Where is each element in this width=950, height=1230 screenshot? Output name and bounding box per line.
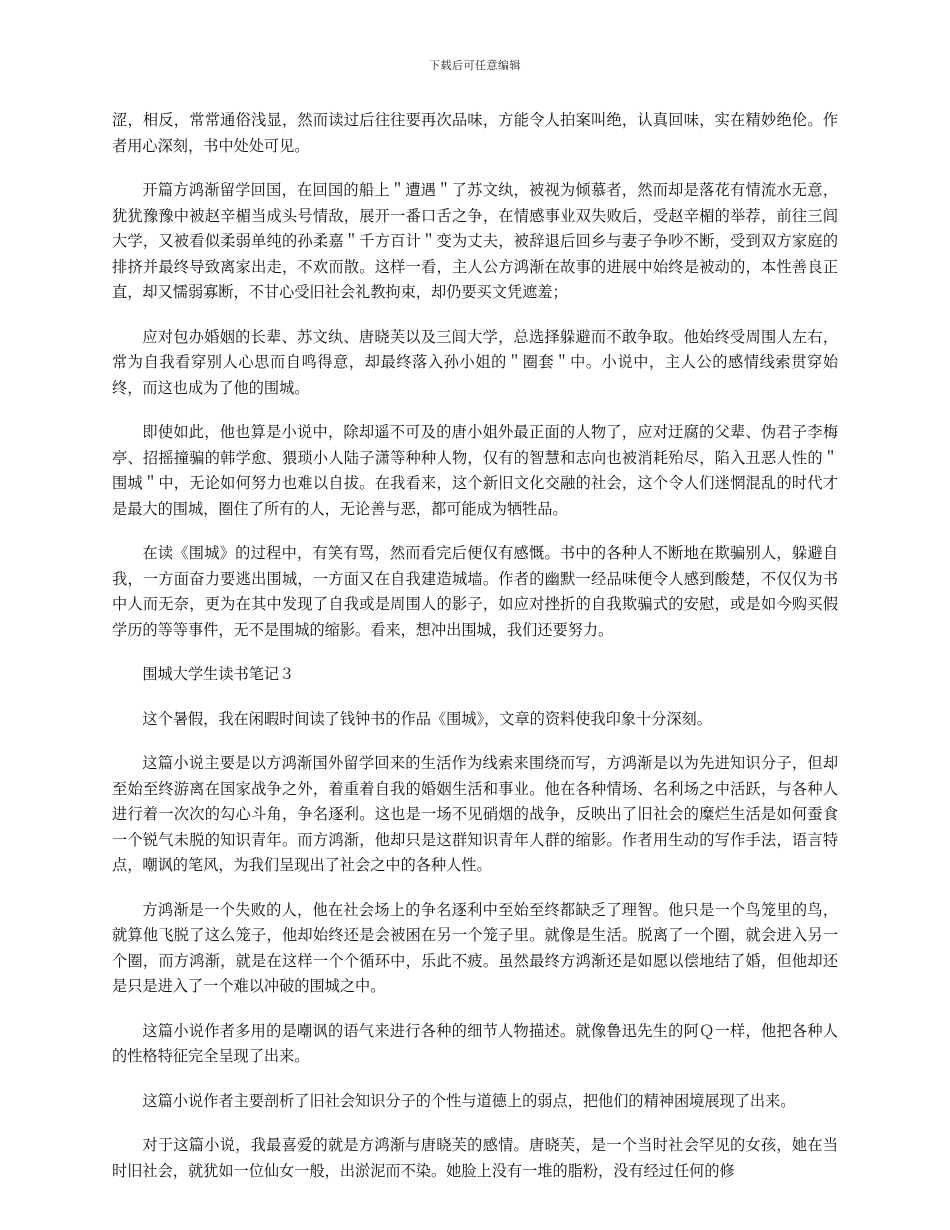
section-heading: 围城大学生读书笔记３ <box>142 665 295 683</box>
paragraph: 应对包办婚姻的长辈、苏文纨、唐晓芙以及三闾大学，总选择躲避而不敢争取。他始终受周围人左右，常为自我看穿别人心思而自鸣得意，却最终落入孙小姐的＂圈套＂中。小说中，主人公的感情线索贯穿始终，而这也成为了他的围城。 <box>112 327 838 397</box>
document-body <box>112 108 838 1203</box>
paragraph: 这篇小说作者多用的是嘲讽的语气来进行各种的细节人物描述。就像鲁迅先生的阿Ｑ一样，他把各种人的性格特征完全呈现了出来。 <box>112 1021 838 1065</box>
paragraph: 这个暑假，我在闲暇时间读了钱钟书的作品《围城》，文章的资料使我印象十分深刻。 <box>142 709 712 728</box>
paragraph: 涩，相反，常常通俗浅显，然而读过后往往要再次品味，方能令人拍案叫绝，认真回味，实在精妙绝伦。作者用心深刻，书中处处可见。 <box>112 111 838 155</box>
paragraph: 方鸿渐是一个失败的人，他在社会场上的争名逐利中至始至终都缺乏了理智。他只是一个鸟笼里的鸟，就算他飞脱了这么笼子，他却始终还是会被困在另一个笼子里。就像是生活。脱离了一个圈，就会进入另一个圈，而方鸿渐，就是在这样一个个循环中，乐此不疲。虽然最终方鸿渐还是如愿以偿地结了婚，但他却还是只是进入了一个难以冲破的围城之中。 <box>112 900 838 995</box>
page-header: 下载后可任意编辑 <box>429 59 521 72</box>
paragraph: 开篇方鸿渐留学回国，在回国的船上＂遭遇＂了苏文纨，被视为倾慕者，然而却是落花有情流水无意，犹犹豫豫中被赵辛楣当成头号情敌，展开一番口舌之争，在情感事业双失败后，受赵辛楣的举荐，前往三闾大学，又被看似柔弱单纯的孙柔嘉＂千方百计＂变为丈夫，被辞退后回乡与妻子争吵不断，受到双方家庭的排挤并最终导致离家出走，不欢而散。这样一看，主人公方鸿渐在故事的进展中始终是被动的，本性善良正直，却又懦弱寡断，不甘心受旧社会礼教拘束，却仍要买文凭遮羞； <box>112 181 838 301</box>
paragraph: 在读《围城》的过程中，有笑有骂，然而看完后便仅有感慨。书中的各种人不断地在欺骗别人，躲避自我，一方面奋力要逃出围城，一方面又在自我建造城墙。作者的幽默一经品味便令人感到酸楚，不仅仅为书中人而无奈，更为在其中发现了自我或是周围人的影子，如应对挫折的自我欺骗式的安慰，或是如今购买假学历的等等事件，无不是围城的缩影。看来，想冲出围城，我们还要努力。 <box>112 544 838 639</box>
paragraph: 这篇小说主要是以方鸿渐国外留学回来的生活作为线索来围绕而写，方鸿渐是以为先进知识分子，但却至始至终游离在国家战争之外，着重着自我的婚姻生活和事业。他在各种情场、名利场之中活跃，与各种人进行着一次次的勾心斗角，争名逐利。这也是一场不见硝烟的战争，反映出了旧社会的糜烂生活是如何蚕食一个锐气未脱的知识青年。而方鸿渐，他却只是这群知识青年人群的缩影。作者用生动的写作手法，语言特点，嘲讽的笔风，为我们呈现出了社会之中的各种人性。 <box>112 754 838 874</box>
paragraph: 这篇小说作者主要剖析了旧社会知识分子的个性与道德上的弱点，把他们的精神困境展现了出来。 <box>142 1091 796 1110</box>
paragraph: 对于这篇小说，我最喜爱的就是方鸿渐与唐晓芙的感情。唐晓芙，是一个当时社会罕见的女孩，她在当时旧社会，就犹如一位仙女一般，出淤泥而不染。她脸上没有一堆的脂粉，没有经过任何的修 <box>112 1136 838 1180</box>
paragraph: 即使如此，他也算是小说中，除却遥不可及的唐小姐外最正面的人物了，应对迂腐的父辈、伪君子李梅亭、招摇撞骗的韩学愈、猥琐小人陆子潇等种种人物，仅有的智慧和志向也被消耗殆尽，陷入丑恶人性的＂围城＂中，无论如何努力也难以自拔。在我看来，这个新旧文化交融的社会，这个令人们迷惘混乱的时代才是最大的围城，圈住了所有的人，无论善与恶，都可能成为牺牲品。 <box>112 423 838 518</box>
